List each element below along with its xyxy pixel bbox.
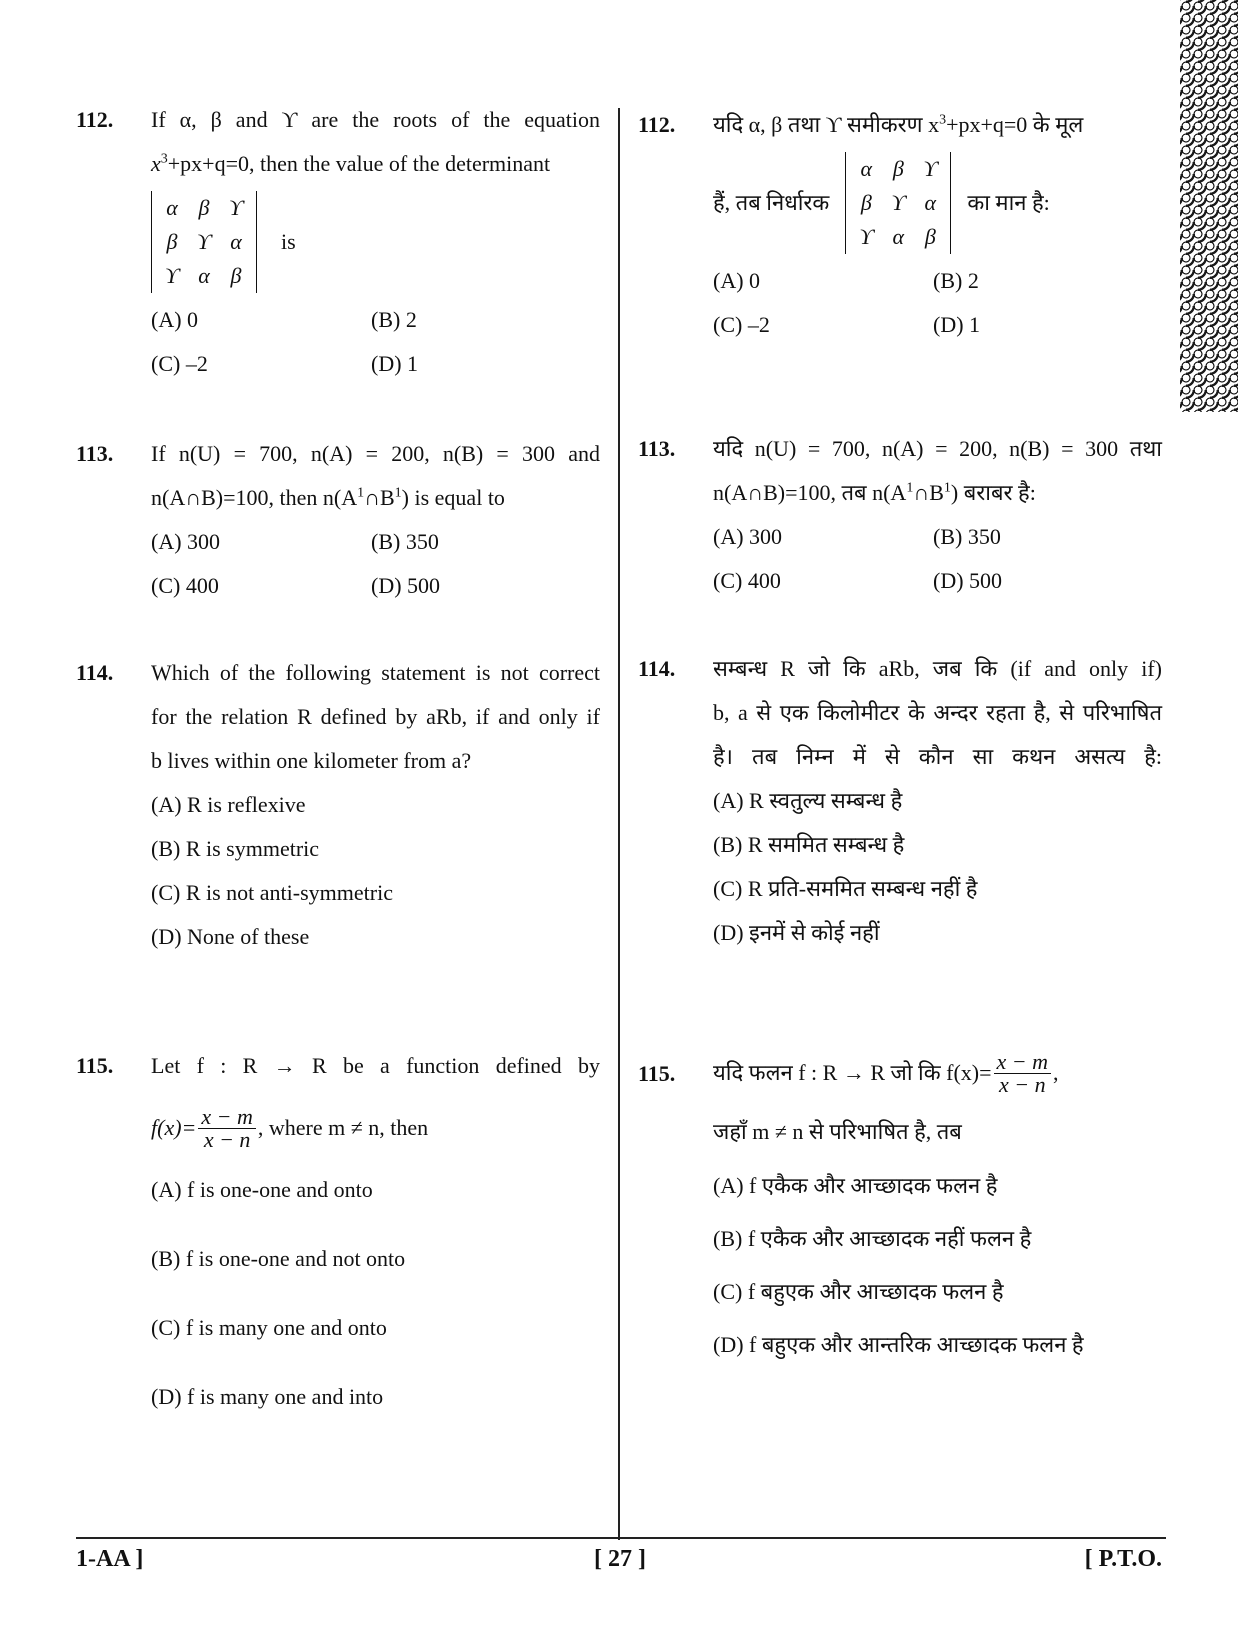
question-number: 112. [76, 107, 114, 132]
options-row [151, 564, 600, 608]
option-a[interactable]: (A) 300 [151, 529, 221, 554]
option-a[interactable]: (A) 300 [713, 524, 783, 549]
question-text: If α, β and ϒ are the roots of the equation [151, 107, 600, 132]
ornamental-border-pattern-icon [1180, 0, 1238, 412]
option-b[interactable]: (B) R सममित सम्बन्ध है [713, 832, 905, 857]
option-d[interactable]: (D) 500 [371, 573, 441, 598]
question-text: Which of the following statement is not correct [151, 660, 600, 685]
options-row [713, 515, 1162, 559]
question-number: 115. [638, 1061, 676, 1086]
fraction: $\frac{x - m}{x - n}$ [994, 1051, 1052, 1096]
option-a[interactable]: (A) 0 [151, 307, 199, 332]
paper-code: 1-AA ] [76, 1546, 144, 1572]
question-text: यदि n(U) = 700, n(A) = 200, n(B) = 300 तथा [713, 436, 1162, 461]
page-number: [ 27 ] [594, 1546, 646, 1572]
question-text: If n(U) = 700, n(A) = 200, n(B) = 300 and [151, 441, 600, 466]
option-d[interactable]: (D) 1 [371, 351, 419, 376]
options-row [151, 520, 600, 564]
determinant: α β ϒ β ϒ α ϒ α β [845, 152, 951, 254]
option-b[interactable]: (B) 350 [371, 529, 439, 554]
determinant-row: हैं, तब निर्धारक α β ϒ β ϒ α ϒ α β का मान है: [713, 147, 1162, 259]
question-text: जहाँ m ≠ n से परिभाषित है, तब [713, 1119, 962, 1144]
option-a[interactable]: (A) f एकैक और आच्छादक फलन है [713, 1173, 998, 1198]
determinant: α β ϒ β ϒ α ϒ α β [151, 191, 257, 293]
question-number: 115. [76, 1053, 114, 1078]
option-c[interactable]: (C) R is not anti-symmetric [151, 880, 393, 905]
option-b[interactable]: (B) 350 [933, 524, 1001, 549]
please-turn-over: [ P.T.O. [1084, 1546, 1162, 1572]
option-c[interactable]: (C) f बहुएक और आच्छादक फलन है [713, 1279, 1004, 1304]
options-row [713, 559, 1162, 603]
question-text: n(A∩B)=100, तब $n(A^1\cap B^1)$ बराबर है: [713, 480, 1036, 505]
option-d[interactable]: (D) इनमें से कोई नहीं [713, 920, 880, 945]
option-b[interactable]: (B) f is one-one and not onto [151, 1246, 406, 1271]
determinant-row [151, 186, 600, 298]
options-row [151, 342, 600, 386]
option-b[interactable]: (B) R is symmetric [151, 836, 320, 861]
question-text: Let f : R → R be a function defined by [151, 1053, 600, 1078]
options-row [151, 298, 600, 342]
question-text: यदि α, β तथा ϒ समीकरण $x^3+px+q=0$ के मूल [713, 112, 1084, 137]
question-text: $x^3+px+q=0$, then the value of the determinant [151, 151, 551, 176]
option-c[interactable]: (C) 400 [151, 573, 219, 598]
question-text: n(A∩B)=100, then $n(A^1\cap B^1)$ is equal to [151, 485, 505, 510]
option-c[interactable]: (C) R प्रति-सममित सम्बन्ध नहीं है [713, 876, 978, 901]
footer-rule [76, 1537, 1166, 1539]
option-d[interactable]: (D) f बहुएक और आन्तरिक आच्छादक फलन है [713, 1332, 1084, 1357]
option-a[interactable]: (A) R is reflexive [151, 792, 306, 817]
function-definition: यदि फलन f : R → R जो कि f(x)= $\frac{x - m}{x - n}$ , [713, 1048, 1059, 1097]
options-row [713, 259, 1162, 303]
column-divider [618, 108, 620, 1540]
option-c[interactable]: (C) f is many one and onto [151, 1315, 387, 1340]
function-definition: f(x)= $\frac{x - m}{x - n}$ , where m ≠ n, then [151, 1103, 429, 1152]
option-c[interactable]: (C) –2 [151, 351, 208, 376]
option-c[interactable]: (C) 400 [713, 568, 781, 593]
option-b[interactable]: (B) 2 [933, 268, 979, 293]
option-d[interactable]: (D) 500 [933, 568, 1003, 593]
question-number: 112. [638, 112, 676, 137]
question-text: b, a से एक किलोमीटर के अन्दर रहता है, से परिभाषित [713, 700, 1162, 725]
option-d[interactable]: (D) 1 [933, 312, 981, 337]
question-text: है। तब निम्न में से कौन सा कथन असत्य है: [713, 744, 1162, 769]
question-number: 114. [638, 656, 676, 681]
determinant-suffix: is [281, 229, 296, 254]
option-d[interactable]: (D) None of these [151, 924, 310, 949]
options-row [713, 303, 1162, 347]
question-number: 113. [76, 441, 114, 466]
option-b[interactable]: (B) 2 [371, 307, 417, 332]
option-d[interactable]: (D) f is many one and into [151, 1384, 384, 1409]
question-text: सम्बन्ध R जो कि aRb, जब कि (if and only if) [713, 656, 1162, 681]
question-number: 113. [638, 436, 676, 461]
question-number: 114. [76, 660, 114, 685]
option-a[interactable]: (A) 0 [713, 268, 761, 293]
question-text: for the relation R defined by aRb, if and only if [151, 704, 600, 729]
option-a[interactable]: (A) f is one-one and onto [151, 1177, 373, 1202]
fraction: $\frac{x - m}{x - n}$ [198, 1106, 256, 1151]
option-a[interactable]: (A) R स्वतुल्य सम्बन्ध है [713, 788, 903, 813]
option-c[interactable]: (C) –2 [713, 312, 770, 337]
option-b[interactable]: (B) f एकैक और आच्छादक नहीं फलन है [713, 1226, 1032, 1251]
question-text: b lives within one kilometer from a? [151, 748, 472, 773]
